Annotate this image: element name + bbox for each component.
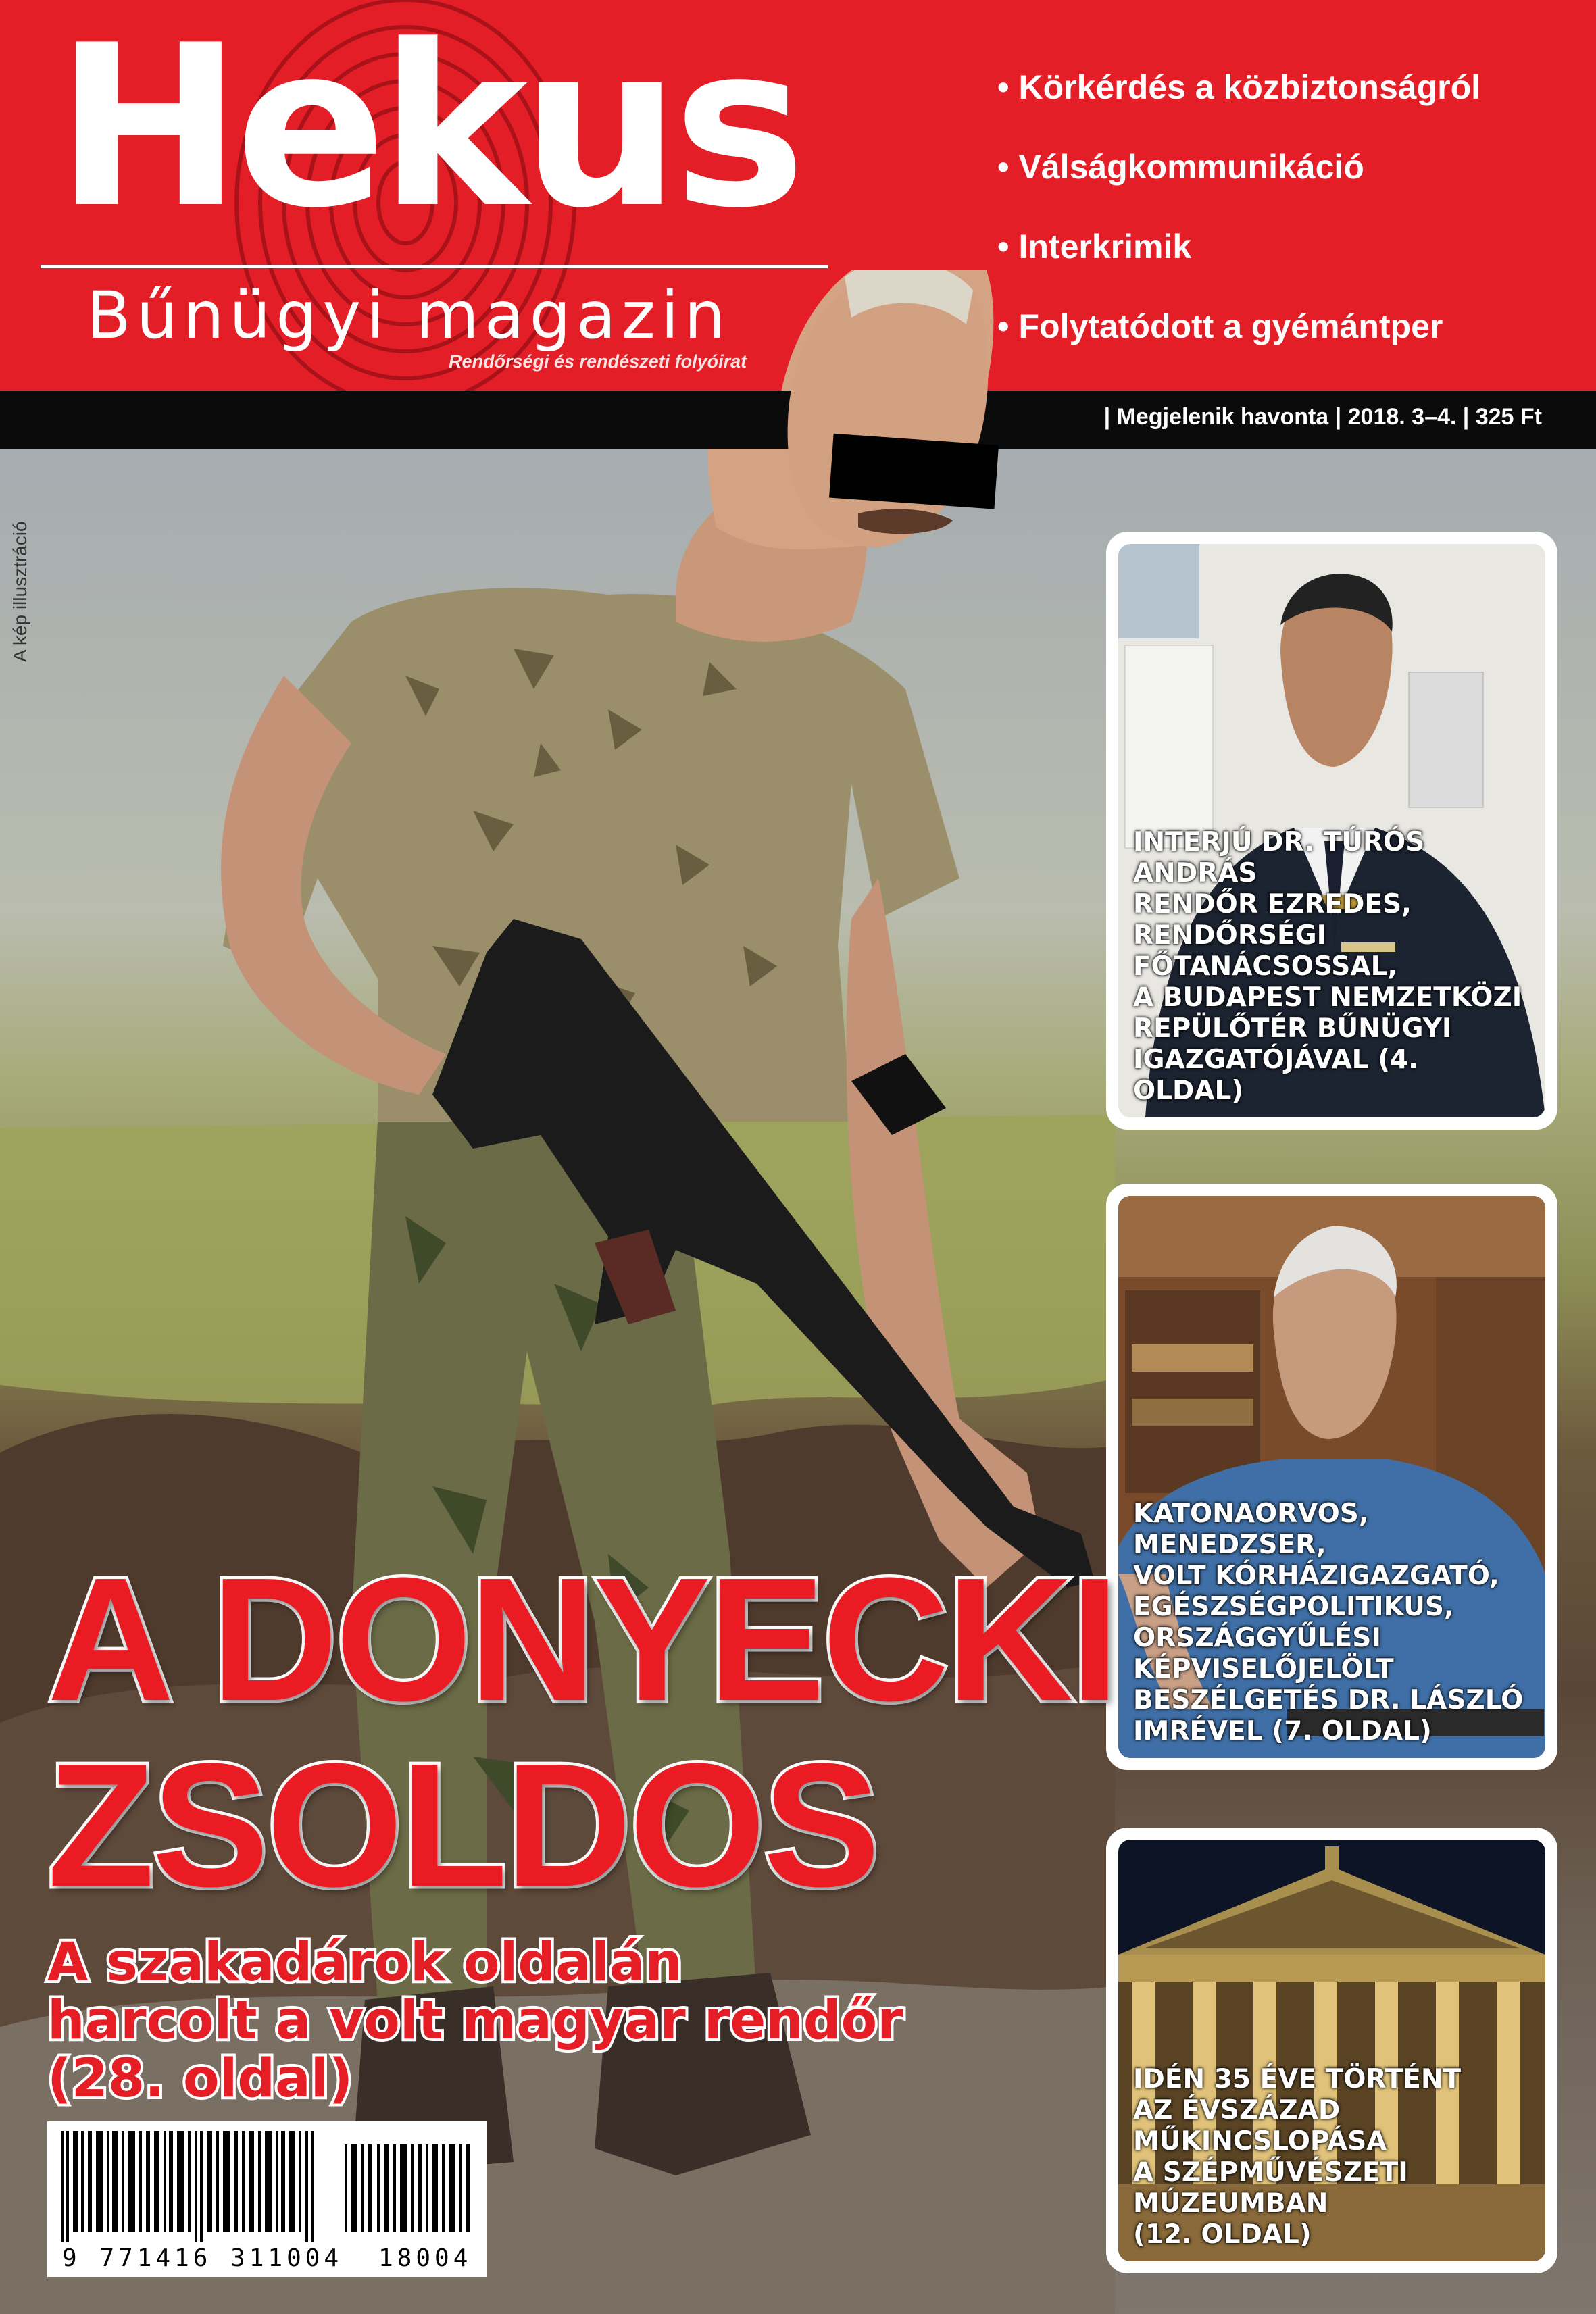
censor-bar bbox=[829, 434, 999, 509]
bullet-icon: • bbox=[997, 148, 1009, 186]
bullet-icon: • bbox=[997, 307, 1009, 345]
interview-inset-turos[interactable] bbox=[1106, 532, 1557, 1130]
inset-caption: INTERJÚ DR. TÚRÓS ANDRÁS RENDŐR EZREDES, RENDŐRSÉGI FŐTANÁCSOSSAL, A BUDAPEST NEMZETKÖZI REPÜLŐTÉR BŰNÜGYI IGAZGATÓJÁVAL (4. OLDAL) bbox=[1133, 827, 1522, 1106]
magazine-subtitle: Bűnügyi magazin bbox=[86, 278, 731, 353]
inset-caption: KATONAORVOS, MENEDZSER, VOLT KÓRHÁZIGAZGATÓ, EGÉSZSÉGPOLITIKUS, ORSZÁGGYŰLÉSI KÉPVISELŐJELÖLT BESZÉLGETÉS DR. LÁSZLÓ IMRÉVEL (7. OLDAL) bbox=[1133, 1499, 1524, 1746]
cover-subheadline: A szakadárok oldalán harcolt a volt magyar rendőr (28. oldal) bbox=[47, 1932, 903, 2109]
teaser-item: • Válságkommunikáció bbox=[997, 148, 1364, 186]
bullet-icon: • bbox=[997, 68, 1009, 106]
teaser-item: • Körkérdés a közbiztonságról bbox=[997, 68, 1481, 106]
barcode-number: 9 771416 311004 bbox=[62, 2244, 343, 2272]
inset-caption: IDÉN 35 ÉVE TÖRTÉNT AZ ÉVSZÁZAD MŰKINCSLOPÁSA A SZÉPMŰVÉSZETI MÚZEUMBAN (12. OLDAL) bbox=[1133, 2064, 1462, 2250]
museum-inset[interactable] bbox=[1106, 1828, 1557, 2273]
interview-inset-laszlo[interactable] bbox=[1106, 1184, 1557, 1770]
magazine-tagline: Rendőrségi és rendészeti folyóirat bbox=[449, 351, 747, 372]
inset-photo bbox=[1118, 1840, 1545, 2261]
barcode-addon: 18004 bbox=[378, 2244, 472, 2272]
photo-disclaimer: A kép illusztráció bbox=[9, 521, 30, 662]
teaser-item: • Folytatódott a gyémántper bbox=[997, 307, 1443, 345]
cover-headline[interactable]: A DONYECKI ZSOLDOS bbox=[47, 1542, 1117, 1923]
inset-photo bbox=[1118, 1196, 1545, 1758]
barcode-bars bbox=[61, 2131, 474, 2242]
logo-divider bbox=[41, 265, 828, 268]
bullet-icon: • bbox=[997, 228, 1009, 266]
inset-photo bbox=[1118, 544, 1545, 1117]
issue-info-text: | Megjelenik havonta | 2018. 3–4. | 325 Ft bbox=[1103, 404, 1542, 430]
teaser-list bbox=[997, 47, 1480, 366]
barcode bbox=[47, 2121, 487, 2277]
teaser-item: • Interkrimik bbox=[997, 228, 1192, 266]
soldier-head-overlay bbox=[770, 270, 1014, 554]
magazine-logo: Hekus bbox=[55, 0, 799, 257]
